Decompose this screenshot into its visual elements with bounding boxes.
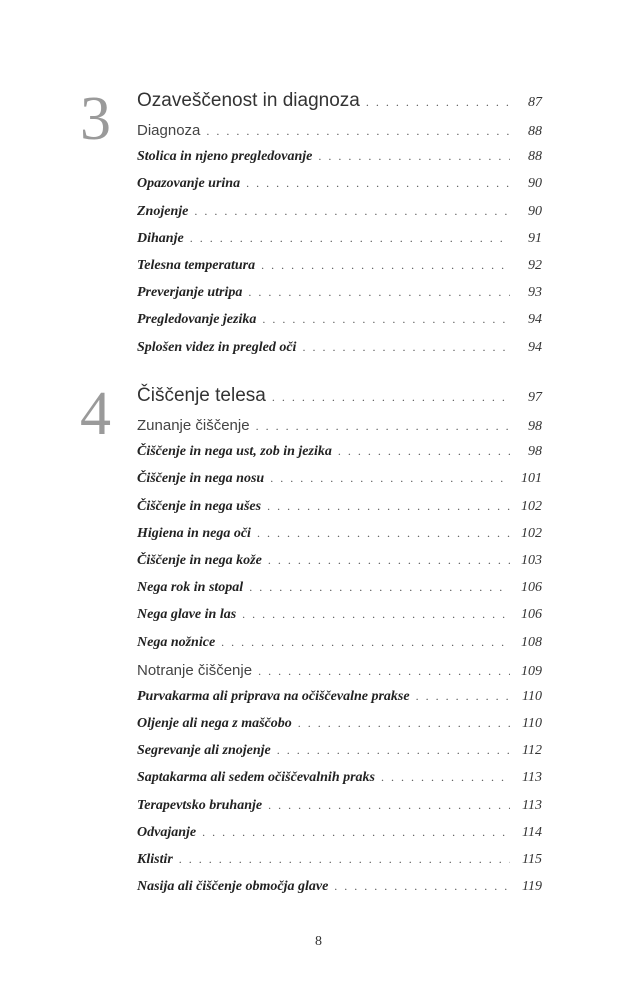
toc-entry[interactable] — [137, 879, 542, 906]
toc-entry[interactable] — [137, 176, 542, 203]
dot-leader — [298, 716, 510, 731]
toc-entry[interactable] — [137, 444, 542, 471]
toc-entry[interactable] — [137, 471, 542, 498]
dot-leader — [256, 419, 510, 434]
toc-entry[interactable] — [137, 743, 542, 770]
entry-page: 97 — [528, 390, 542, 405]
entry-title: Odvajanje — [137, 824, 197, 840]
dot-leader — [261, 258, 510, 273]
entry-title: Terapevtsko bruhanje — [137, 797, 263, 813]
dot-leader — [267, 499, 510, 514]
dot-leader — [179, 852, 510, 867]
entry-page: 110 — [522, 688, 542, 704]
dot-leader — [338, 444, 510, 459]
dot-leader — [249, 580, 510, 595]
toc-entry[interactable] — [137, 607, 542, 634]
entry-title: Oljenje ali nega z maščobo — [137, 716, 292, 732]
entry-page: 108 — [521, 634, 542, 650]
entry-page: 103 — [521, 552, 542, 568]
entry-title: Telesna temperatura — [137, 257, 256, 273]
dot-leader — [194, 204, 510, 219]
dot-leader — [272, 390, 510, 405]
dot-leader — [270, 471, 510, 486]
entry-title: Čiščenje in nega kože — [137, 552, 262, 568]
toc-entry[interactable] — [137, 285, 542, 312]
entry-title: Nasija ali čiščenje območja glave — [137, 879, 329, 895]
entry-page: 119 — [522, 879, 542, 895]
entry-title: Nega nožnice — [137, 634, 216, 650]
entry-page: 115 — [522, 852, 542, 867]
entry-title: Opazovanje urina — [137, 176, 241, 192]
entry-title: Čiščenje in nega nosu — [137, 471, 265, 487]
dot-leader — [202, 825, 510, 840]
toc-entry[interactable] — [137, 553, 542, 580]
chapter-title-entry[interactable] — [137, 385, 542, 417]
toc-entry[interactable] — [137, 825, 542, 852]
dot-leader — [302, 340, 510, 355]
toc-entry[interactable] — [137, 149, 542, 176]
entry-page: 88 — [528, 124, 542, 139]
toc-entry[interactable] — [137, 312, 542, 339]
entry-page: 114 — [522, 824, 542, 840]
chapter-title-entry[interactable] — [137, 90, 542, 122]
dot-leader — [334, 879, 510, 894]
dot-leader — [416, 689, 510, 704]
toc-entries — [137, 90, 542, 367]
dot-leader — [190, 231, 510, 246]
dot-leader — [221, 635, 510, 650]
toc-entry[interactable] — [137, 852, 542, 879]
chapter-number: 4 — [80, 380, 111, 448]
entry-page: 102 — [521, 498, 542, 514]
dot-leader — [268, 553, 510, 568]
dot-leader — [248, 285, 510, 300]
entry-page: 98 — [528, 444, 542, 460]
dot-leader — [277, 743, 510, 758]
entry-title: Higiena in nega oči — [137, 525, 251, 541]
entry-title: Znojenje — [137, 203, 189, 219]
toc-entry[interactable] — [137, 340, 542, 367]
entry-title: Purvakarma ali priprava na očiščevalne prakse — [137, 688, 410, 704]
chapter-number: 3 — [80, 85, 111, 153]
entry-page: 106 — [521, 580, 542, 596]
entry-page: 98 — [528, 419, 542, 434]
section-entry[interactable] — [137, 122, 542, 149]
dot-leader — [257, 526, 510, 541]
entry-title: Pregledovanje jezika — [137, 312, 257, 328]
entry-title: Preverjanje utripa — [137, 285, 243, 301]
entry-title: Zunanje čiščenje — [137, 417, 250, 434]
entry-page: 112 — [522, 743, 542, 759]
entry-page: 88 — [528, 149, 542, 165]
entry-page: 101 — [521, 471, 542, 487]
entry-title: Nega rok in stopal — [137, 580, 244, 596]
dot-leader — [246, 176, 510, 191]
entry-title: Nega glave in las — [137, 607, 237, 623]
dot-leader — [366, 95, 510, 110]
entry-title: Notranje čiščenje — [137, 661, 253, 679]
toc-entry[interactable] — [137, 580, 542, 607]
entry-page: 94 — [528, 339, 542, 355]
dot-leader — [258, 664, 510, 679]
entry-page: 87 — [528, 95, 542, 110]
dot-leader — [206, 124, 510, 139]
entry-page: 94 — [528, 312, 542, 328]
page-number: 8 — [315, 934, 322, 949]
entry-page: 109 — [521, 663, 542, 679]
toc-entry[interactable] — [137, 689, 542, 716]
section-entry[interactable] — [137, 662, 542, 689]
entry-page: 113 — [522, 770, 542, 786]
toc-entry[interactable] — [137, 204, 542, 231]
entry-page: 102 — [521, 525, 542, 541]
toc-entry[interactable] — [137, 526, 542, 553]
dot-leader — [262, 312, 510, 327]
entry-page: 91 — [528, 230, 542, 246]
entry-title: Segrevanje ali znojenje — [137, 743, 271, 759]
entry-title: Saptakarma ali sedem očiščevalnih praks — [137, 770, 375, 786]
entry-title: Dihanje — [137, 230, 184, 246]
section-entry[interactable] — [137, 417, 542, 444]
entry-title: Splošen videz in pregled oči — [137, 339, 297, 355]
toc-entry[interactable] — [137, 635, 542, 662]
entry-page: 90 — [528, 176, 542, 192]
toc-entry[interactable] — [137, 716, 542, 743]
dot-leader — [242, 607, 510, 622]
toc-entries — [137, 385, 542, 906]
entry-page: 110 — [522, 716, 542, 732]
toc-entry[interactable] — [137, 499, 542, 526]
entry-page: 113 — [522, 797, 542, 813]
entry-page: 106 — [521, 607, 542, 623]
entry-title: Čiščenje telesa — [137, 385, 266, 406]
entry-page: 93 — [528, 285, 542, 301]
entry-page: 92 — [528, 257, 542, 273]
toc-entry[interactable] — [137, 231, 542, 258]
toc-entry[interactable] — [137, 798, 542, 825]
entry-title: Stolica in njeno pregledovanje — [137, 149, 313, 165]
toc-entry[interactable] — [137, 258, 542, 285]
entry-title: Diagnoza — [137, 122, 201, 139]
entry-title: Čiščenje in nega ust, zob in jezika — [137, 444, 332, 460]
entry-page: 90 — [528, 203, 542, 219]
dot-leader — [268, 798, 510, 813]
entry-title: Klistir — [137, 852, 173, 867]
toc-entry[interactable] — [137, 770, 542, 797]
dot-leader — [381, 770, 510, 785]
entry-title: Čiščenje in nega ušes — [137, 498, 262, 514]
dot-leader — [318, 149, 510, 164]
entry-title: Ozaveščenost in diagnoza — [137, 90, 360, 111]
